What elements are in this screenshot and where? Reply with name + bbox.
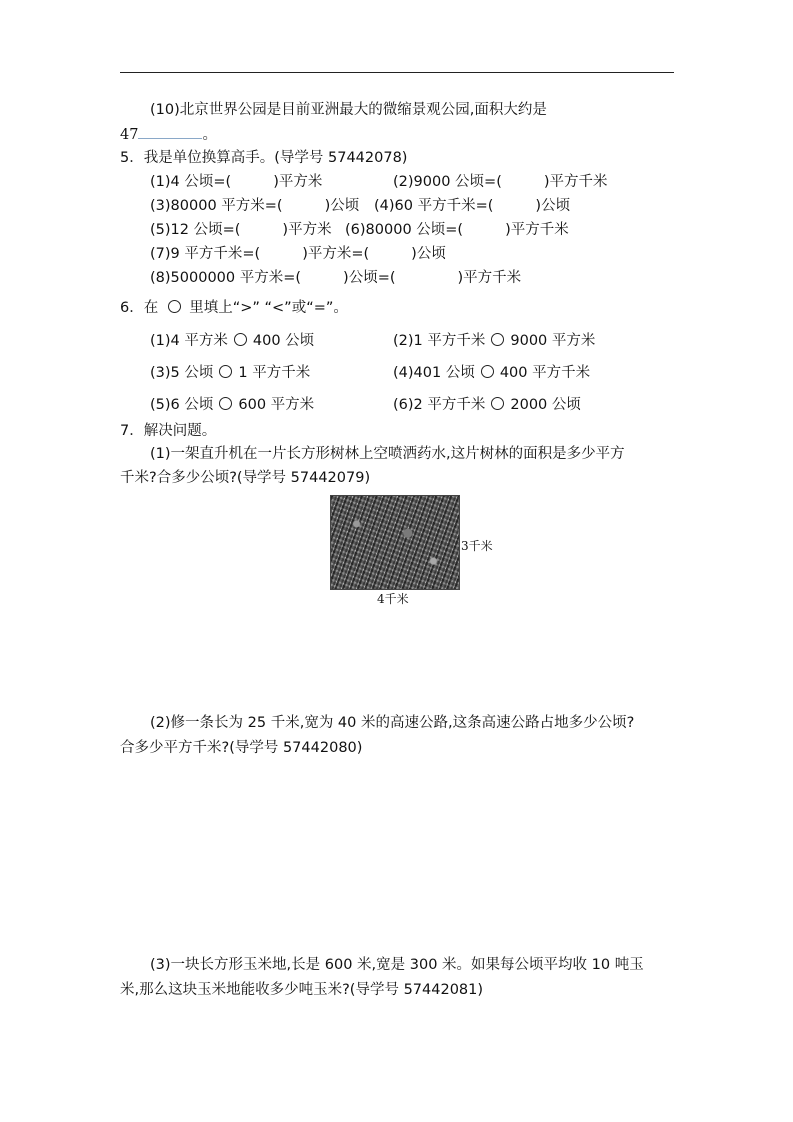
- q6-title-a: 6．在: [120, 300, 159, 316]
- q5-row-1-right: [393, 172, 608, 192]
- compare-circle-icon[interactable]: [219, 397, 232, 410]
- q6-title: [120, 298, 348, 318]
- q5-row-2-right: [374, 196, 570, 216]
- forest-width-label: 4千米: [377, 592, 409, 606]
- q5-item-1-b: )平方米: [273, 174, 323, 190]
- q5-title: 5．我是单位换算高手。(导学号 57442078): [120, 150, 408, 166]
- q6-item-1-right: 400 公顷: [252, 333, 315, 349]
- circle-icon: [168, 300, 181, 313]
- q5-item-7-c: )公顷: [411, 246, 446, 262]
- q5-item-8-b: )公顷=(: [343, 270, 396, 286]
- compare-circle-icon[interactable]: [491, 333, 504, 346]
- q6-item-2-right: 9000 平方米: [510, 333, 596, 349]
- q5-item-5-b: )平方米: [282, 222, 332, 238]
- q7-p3-line2: 米,那么这块玉米地能收多少吨玉米?(导学号 57442081): [120, 982, 484, 998]
- compare-circle-icon[interactable]: [481, 365, 494, 378]
- q6-item-2-left: (2)1 平方千米: [393, 333, 486, 349]
- q6-item-3: [150, 363, 310, 383]
- q10-suffix: 。: [202, 127, 217, 143]
- q5-item-6-a: (6)80000 公顷=(: [345, 222, 464, 238]
- q6-item-5-right: 600 平方米: [238, 397, 315, 413]
- q6-item-6-left: (6)2 平方千米: [393, 397, 486, 413]
- q7-p1-line1: (1)一架直升机在一片长方形树林上空喷洒药水,这片树林的面积是多少平方: [150, 446, 625, 462]
- q5-row-4: [150, 244, 446, 264]
- q5-row-2: [150, 196, 359, 216]
- q10-answer-line: [120, 124, 217, 145]
- q6-item-6-right: 2000 公顷: [510, 397, 581, 413]
- q6-item-4-left: (4)401 公顷: [393, 365, 475, 381]
- q5-item-7-a: (7)9 平方千米=(: [150, 246, 261, 262]
- compare-circle-icon[interactable]: [491, 397, 504, 410]
- forest-height-label: 3千米: [461, 539, 493, 553]
- forest-image: [330, 495, 460, 590]
- q5-item-8-a: (8)5000000 平方米=(: [150, 270, 302, 286]
- q5-item-2-a: (2)9000 公顷=(: [393, 174, 502, 190]
- q5-row-1: [150, 172, 322, 192]
- q5-row-3-right: [345, 220, 569, 240]
- q5-item-3-a: (3)80000 平方米=(: [150, 198, 283, 214]
- q10-blank[interactable]: [138, 124, 202, 139]
- q6-item-1-left: (1)4 平方米: [150, 333, 228, 349]
- q6-item-4-right: 400 平方千米: [499, 365, 591, 381]
- q10-text: (10)北京世界公园是目前亚洲最大的微缩景观公园,面积大约是: [150, 102, 547, 118]
- q6-item-3-right: 1 平方千米: [238, 365, 311, 381]
- q6-item-5-left: (5)6 公顷: [150, 397, 214, 413]
- q5-item-3-b: )公顷: [324, 198, 360, 214]
- compare-circle-icon[interactable]: [219, 365, 232, 378]
- q5-item-2-b: )平方千米: [543, 174, 608, 190]
- q5-item-4-a: (4)60 平方千米=(: [374, 198, 494, 214]
- q6-item-3-left: (3)5 公顷: [150, 365, 214, 381]
- q5-item-1-a: (1)4 公顷=(: [150, 174, 232, 190]
- q7-p2-line2: 合多少平方千米?(导学号 57442080): [120, 740, 363, 756]
- q5-item-4-b: )公顷: [535, 198, 571, 214]
- q6-item-1: [150, 331, 314, 351]
- header-rule: [120, 72, 674, 73]
- q5-item-6-b: )平方千米: [505, 222, 569, 238]
- q7-p3-line1: (3)一块长方形玉米地,长是 600 米,宽是 300 米。如果每公顷平均收 10 吨玉: [150, 957, 644, 973]
- q6-item-5: [150, 395, 314, 415]
- q5-row-5: [150, 268, 521, 288]
- q6-item-6: [393, 395, 581, 415]
- q10-prefix: 47: [120, 127, 139, 143]
- q7-p2-line1: (2)修一条长为 25 千米,宽为 40 米的高速公路,这条高速公路占地多少公顷?: [150, 715, 635, 731]
- compare-circle-icon[interactable]: [234, 333, 247, 346]
- q6-item-4: [393, 363, 590, 383]
- q5-item-5-a: (5)12 公顷=(: [150, 222, 241, 238]
- q7-p1-line2: 千米?合多少公顷?(导学号 57442079): [120, 470, 371, 486]
- q7-title: 7．解决问题。: [120, 423, 217, 439]
- q5-item-8-c: )平方千米: [457, 270, 522, 286]
- q5-row-3: [150, 220, 332, 240]
- q5-item-7-b: )平方米=(: [302, 246, 370, 262]
- q6-item-2: [393, 331, 595, 351]
- q6-title-b: 里填上“>” “<”或“=”。: [189, 300, 348, 316]
